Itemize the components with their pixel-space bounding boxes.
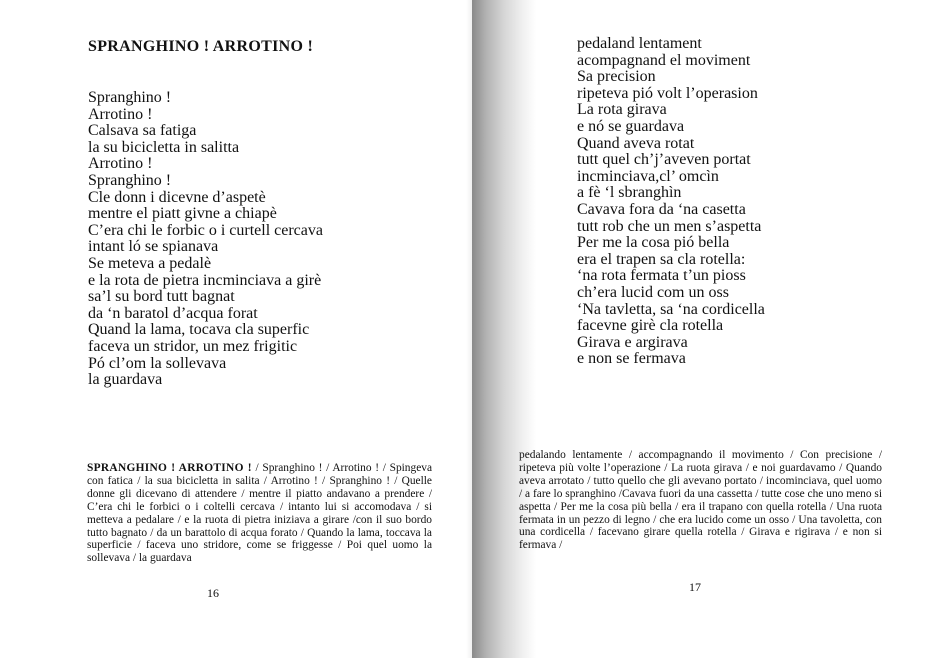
poem-line: tutt rob che un men s’aspetta <box>577 217 762 235</box>
poem-line: e nó se guardava <box>577 117 685 135</box>
poem-line: Quand la lama, tocava cla superfic <box>88 321 310 339</box>
left-poem <box>88 90 323 389</box>
right-page <box>472 0 945 658</box>
poem-line: acompagnand el moviment <box>577 51 751 69</box>
page-number-right: 17 <box>689 580 701 594</box>
poem-title: SPRANGHINO ! ARROTINO ! <box>88 38 314 55</box>
poem-line: ‘Na tavletta, sa ‘na cordicella <box>577 300 765 318</box>
poem-line: ripeteva pió volt l’operasion <box>577 84 758 102</box>
poem-line: ch’era lucid com un oss <box>577 283 729 301</box>
poem-line: incminciava,cl’ omcìn <box>577 167 719 185</box>
right-poem <box>577 36 765 368</box>
poem-line: Quand aveva rotat <box>577 134 695 152</box>
poem-line: facevne girè cla rotella <box>577 317 724 335</box>
poem-line: Arrotino ! <box>88 155 153 173</box>
poem-line: Arrotino ! <box>88 105 153 123</box>
poem-line: faceva un stridor, un mez frigitic <box>88 337 298 355</box>
poem-line: Se meteva a pedalè <box>88 254 212 272</box>
poem-line: era el trapen sa cla rotella: <box>577 250 746 268</box>
poem-line: la su bicicletta in salitta <box>88 138 240 156</box>
poem-line: Sa precision <box>577 68 656 86</box>
poem-line: Girava e argirava <box>577 333 688 351</box>
poem-line: e la rota de pietra incminciava a girè <box>88 271 322 289</box>
poem-line: a fè ‘l sbranghìn <box>577 184 682 202</box>
poem-line: pedaland lentament <box>577 35 702 52</box>
poem-line: Spranghino ! <box>88 89 172 106</box>
poem-line: Cle donn i dicevne d’aspetè <box>88 188 266 206</box>
left-translation <box>87 462 432 565</box>
right-translation: pedalando lentamente / accompagnando il movimento / Con precisione / ripeteva più volte l’operazione / La ruota girava / e noi guardavamo / Quando aveva arrotato / tutto quello che gli avevano portato / incominciava, quel uomo / a fare lo spranghino /Cavava fuori da una cassetta / tutte cose che uno meno si aspetta / Per me la cosa più bella / era il trapano con quella rotella / Una ruota fermata in un pezzo di legno / che era lucido come un osso / Una tavoletta, con una cordicella / facevano girare quella rotella / Girava e rigirava / e non si fermava / <box>519 449 882 552</box>
translation-text: / Spranghino ! / Arrotino ! / Spingeva con fatica / la sua bicicletta in salita / Arrotino ! / Spranghino ! / Quelle donne gli dicevano di attendere / mentre il piatto andavano a prendere / C’era chi le forbici o i coltelli cercava / intanto lui si accomodava / si metteva a pedalare / e la ruota di pietra iniziava a girare /con il suo bordo tutto bagnato / da un barattolo di acqua forato / Quando la lama, toccava la superficie / faceva uno stridore, come se friggesse / Poi quel uomo la sollevava / la guardava <box>87 462 433 565</box>
poem-line: Calsava sa fatiga <box>88 122 197 140</box>
poem-line: mentre el piatt givne a chiapè <box>88 205 277 223</box>
poem-line: Cavava fora da ‘na casetta <box>577 200 746 218</box>
poem-line: Pó cl’om la sollevava <box>88 354 227 372</box>
poem-line: intant ló se spianava <box>88 238 219 256</box>
poem-line: Per me la cosa pió bella <box>577 234 730 252</box>
poem-line: e non se fermava <box>577 350 686 368</box>
poem-line: Spranghino ! <box>88 171 172 189</box>
poem-line: la guardava <box>88 371 163 389</box>
poem-line: sa’l su bord tutt bagnat <box>88 288 235 306</box>
page-number-left: 16 <box>207 586 219 600</box>
poem-line: tutt quel ch’j’aveven portat <box>577 151 751 169</box>
poem-line: C’era chi le forbic o i curtell cercava <box>88 221 323 239</box>
gutter-shadow <box>472 0 536 658</box>
poem-line: ‘na rota fermata t’un pioss <box>577 267 746 285</box>
translation-title: SPRANGHINO ! ARROTINO ! <box>87 462 252 474</box>
left-page <box>0 0 472 658</box>
poem-line: da ‘n baratol d’acqua forat <box>88 304 258 322</box>
poem-line: La rota girava <box>577 101 667 119</box>
